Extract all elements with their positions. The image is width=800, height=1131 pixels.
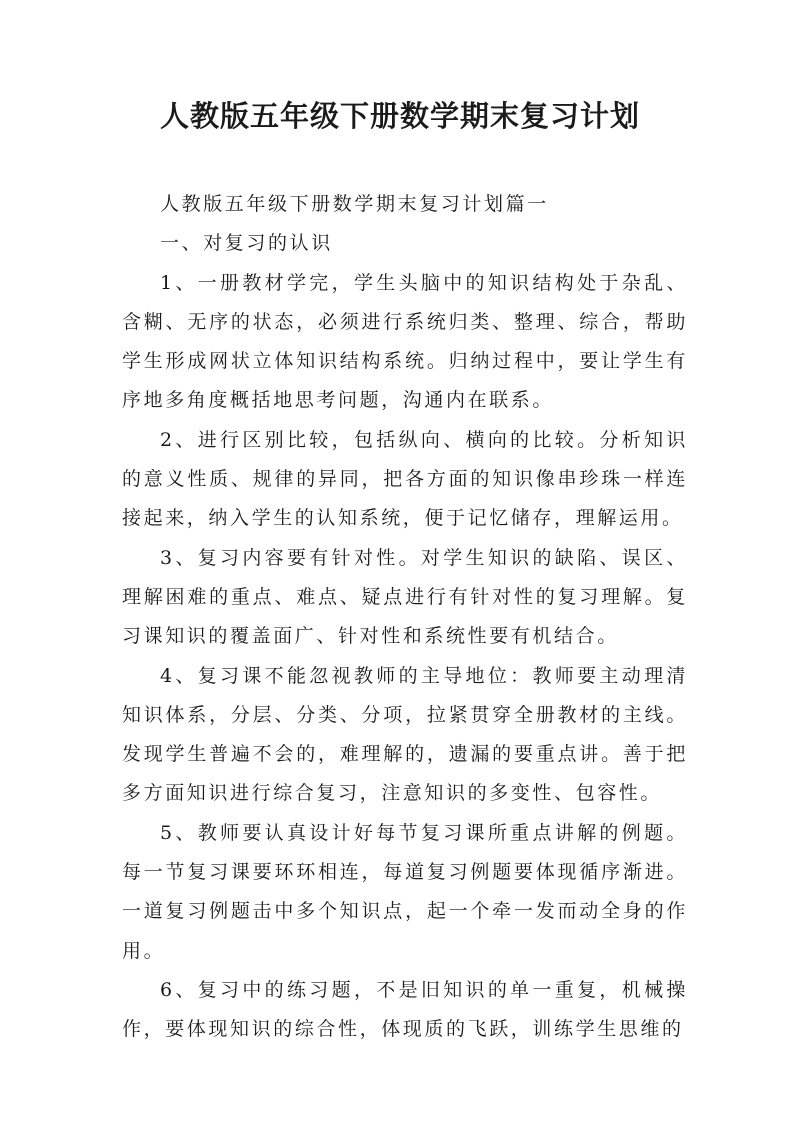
paragraph-3: 3、复习内容要有针对性。对学生知识的缺陷、误区、理解困难的重点、难点、疑点进行有针对性的复习理解。复习课知识的覆盖面广、针对性和系统性要有机结合。: [122, 546, 688, 648]
subtitle: 人教版五年级下册数学期末复习计划篇一: [160, 193, 549, 215]
document-body: [122, 185, 688, 1050]
paragraph-4: 4、复习课不能忽视教师的主导地位：教师要主动理清知识体系，分层、分类、分项，拉紧贯穿全册教材的主线。发现学生普遍不会的，难理解的，遗漏的要重点讲。善于把多方面知识进行综合复习，注意知识的多变性、包容性。: [122, 664, 688, 805]
paragraph-5: 5、教师要认真设计好每节复习课所重点讲解的例题。每一节复习课要环环相连，每道复习例题要体现循序渐进。一道复习例题击中多个知识点，起一个牵一发而动全身的作用。: [122, 821, 688, 962]
paragraph-1: 1、一册教材学完，学生头脑中的知识结构处于杂乱、含糊、无序的状态，必须进行系统归类、整理、综合，帮助学生形成网状立体知识结构系统。归纳过程中，要让学生有序地多角度概括地思考问题，沟通内在联系。: [122, 271, 688, 412]
section-heading: 一、对复习的认识: [160, 232, 333, 255]
paragraph-2: 2、进行区别比较，包括纵向、横向的比较。分析知识的意义性质、规律的异同，把各方面的知识像串珍珠一样连接起来，纳入学生的认知系统，便于记忆储存，理解运用。: [122, 428, 688, 530]
document-title: 人教版五年级下册数学期末复习计划: [159, 99, 640, 133]
paragraph-6: 6、复习中的练习题，不是旧知识的单一重复，机械操作，要体现知识的综合性，体现质的飞跃，训练学生思维的: [122, 978, 688, 1041]
